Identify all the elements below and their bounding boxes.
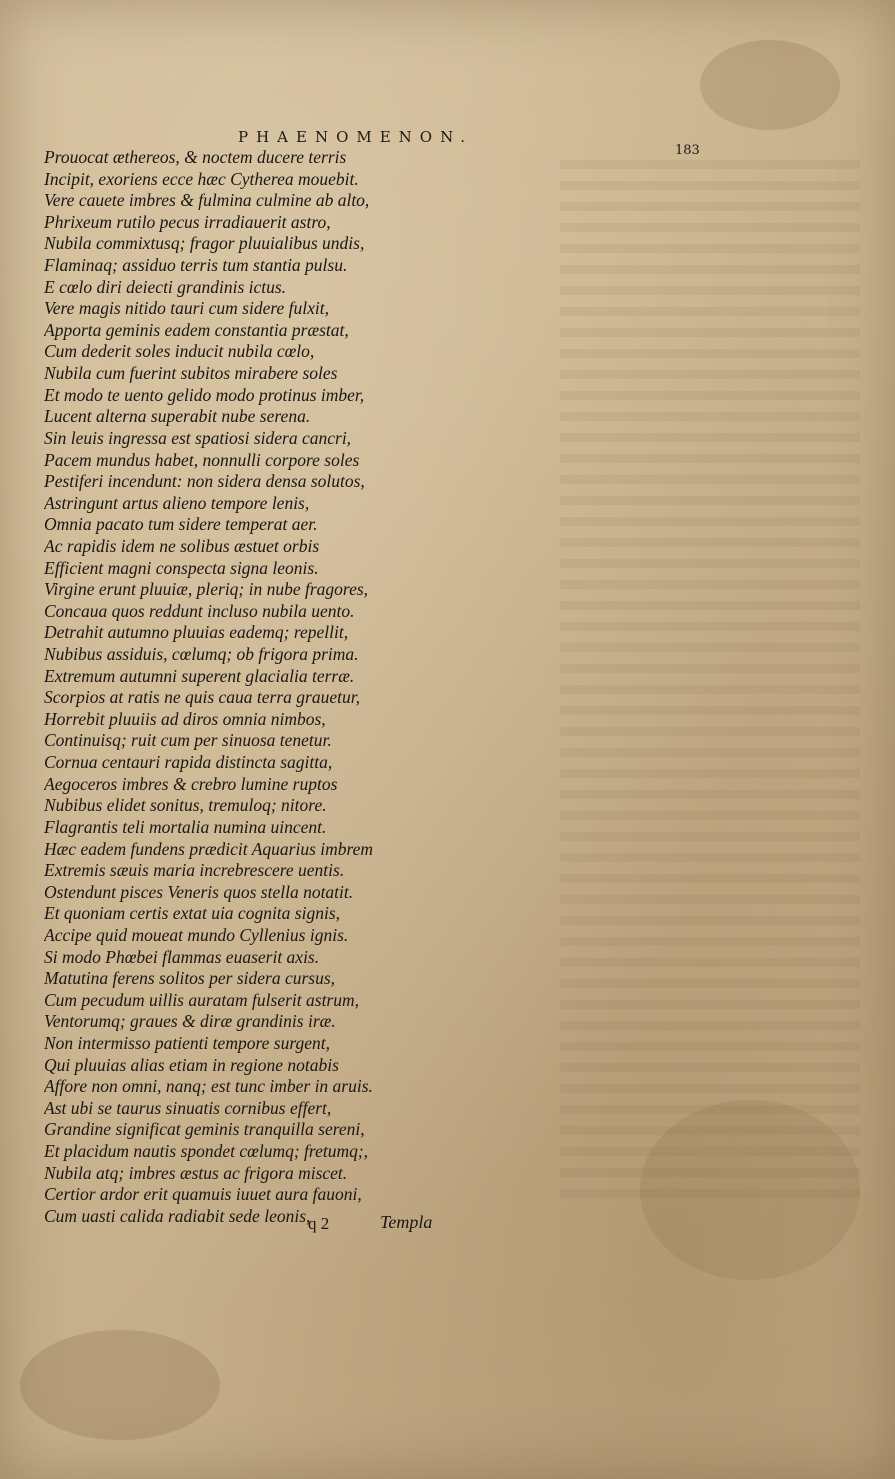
verse-line: Concaua quos reddunt incluso nubila uento. bbox=[44, 600, 355, 621]
verse-line: Nubila atq; imbres æstus ac frigora miscet. bbox=[44, 1162, 348, 1183]
verse-line: Phrixeum rutilo pecus irradiauerit astro, bbox=[44, 211, 331, 232]
verse-line: Apporta geminis eadem constantia præstat, bbox=[44, 319, 349, 340]
verse-line: Lucent alterna superabit nube serena. bbox=[44, 406, 311, 427]
verse-line: Ventorumq; graues & diræ grandinis iræ. bbox=[44, 1011, 336, 1032]
verse-line: Nubila commixtusq; fragor pluuialibus undis, bbox=[44, 233, 365, 254]
verse-line: Cum dederit soles inducit nubila cœlo, bbox=[44, 341, 315, 362]
verse-line: Cum pecudum uillis auratam fulserit astrum, bbox=[44, 989, 360, 1010]
verse-line: Continuisq; ruit cum per sinuosa tenetur. bbox=[44, 730, 332, 751]
verse-line: Extremis sæuis maria increbrescere uentis. bbox=[44, 860, 345, 881]
verse-line: Astringunt artus alieno tempore lenis, bbox=[44, 492, 310, 513]
verse-line: Aegoceros imbres & crebro lumine ruptos bbox=[44, 773, 338, 794]
verse-line: Vere magis nitido tauri cum sidere fulxit, bbox=[44, 298, 329, 319]
verse-line: Affore non omni, nanq; est tunc imber in aruis. bbox=[44, 1076, 373, 1097]
verse-line: Et modo te uento gelido modo protinus imber, bbox=[44, 384, 365, 405]
verse-line: Ast ubi se taurus sinuatis cornibus effert, bbox=[44, 1097, 332, 1118]
page-number: 183 bbox=[675, 143, 700, 158]
verse-line: Incipit, exoriens ecce hæc Cytherea mouebit. bbox=[44, 168, 359, 189]
verse-line: Nubibus elidet sonitus, tremuloq; nitore. bbox=[44, 795, 327, 816]
bleed-through-text bbox=[560, 160, 860, 1200]
verse-line: Et placidum nautis spondet cœlumq; fretumq;, bbox=[44, 1141, 369, 1162]
verse-line: Qui pluuias alias etiam in regione notabis bbox=[44, 1054, 339, 1075]
verse-line: Prouocat æthereos, & noctem ducere terris bbox=[44, 147, 347, 167]
paper-stain bbox=[700, 40, 840, 130]
verse-list bbox=[44, 147, 373, 1227]
verse-line: Scorpios at ratis ne quis caua terra grauetur, bbox=[44, 687, 360, 708]
verse-line: Si modo Phœbei flammas euaserit axis. bbox=[44, 946, 320, 967]
verse-line: Omnia pacato tum sidere temperat aer. bbox=[44, 514, 318, 535]
verse-line: Flagrantis teli mortalia numina uincent. bbox=[44, 816, 327, 837]
verse-line: Extremum autumni superent glacialia terræ. bbox=[44, 665, 355, 686]
running-title: PHAENOMENON. bbox=[238, 128, 474, 146]
verse-line: Ostendunt pisces Veneris quos stella notatit. bbox=[44, 881, 354, 902]
verse-line: Cornua centauri rapida distincta sagitta, bbox=[44, 752, 333, 773]
verse-line: Pestiferi incendunt: non sidera densa solutos, bbox=[44, 471, 365, 492]
verse-line: Nubila cum fuerint subitos mirabere soles bbox=[44, 363, 338, 384]
verse-line: Cum uasti calida radiabit sede leonis, bbox=[44, 1205, 311, 1226]
verse-line: Flaminaq; assiduo terris tum stantia pulsu. bbox=[44, 255, 348, 276]
verse-line: Non intermisso patienti tempore surgent, bbox=[44, 1032, 330, 1053]
verse-line: Hæc eadem fundens prædicit Aquarius imbrem bbox=[44, 838, 374, 859]
catchword: Templa bbox=[380, 1212, 433, 1232]
verse-line: Pacem mundus habet, nonnulli corpore soles bbox=[44, 449, 360, 470]
signature-mark: q 2 bbox=[308, 1214, 330, 1233]
verse-line: Ac rapidis idem ne solibus æstuet orbis bbox=[44, 535, 320, 556]
verse-line: Vere cauete imbres & fulmina culmine ab alto, bbox=[44, 190, 370, 211]
verse-line: Et quoniam certis extat uia cognita signis, bbox=[44, 903, 341, 924]
verse-line: Grandine significat geminis tranquilla sereni, bbox=[44, 1119, 365, 1140]
verse-line: Efficient magni conspecta signa leonis. bbox=[44, 557, 319, 578]
verse-line: Horrebit pluuiis ad diros omnia nimbos, bbox=[44, 708, 326, 729]
verse-line: Sin leuis ingressa est spatiosi sidera cancri, bbox=[44, 427, 352, 448]
verse-line: Nubibus assiduis, cœlumq; ob frigora prima. bbox=[44, 644, 359, 665]
verse-line: Virgine erunt pluuiæ, pleriq; in nube fragores, bbox=[44, 579, 369, 600]
verse-line: Matutina ferens solitos per sidera cursus, bbox=[44, 968, 336, 989]
verse-line: E cœlo diri deiecti grandinis ictus. bbox=[44, 276, 287, 297]
paper-stain bbox=[20, 1330, 220, 1440]
verse-line: Accipe quid moueat mundo Cyllenius ignis. bbox=[44, 924, 349, 945]
verse-line: Detrahit autumno pluuias eademq; repellit, bbox=[44, 622, 349, 643]
paper-stain bbox=[640, 1100, 860, 1280]
verse-line: Certior ardor erit quamuis iuuet aura fauoni, bbox=[44, 1184, 362, 1205]
